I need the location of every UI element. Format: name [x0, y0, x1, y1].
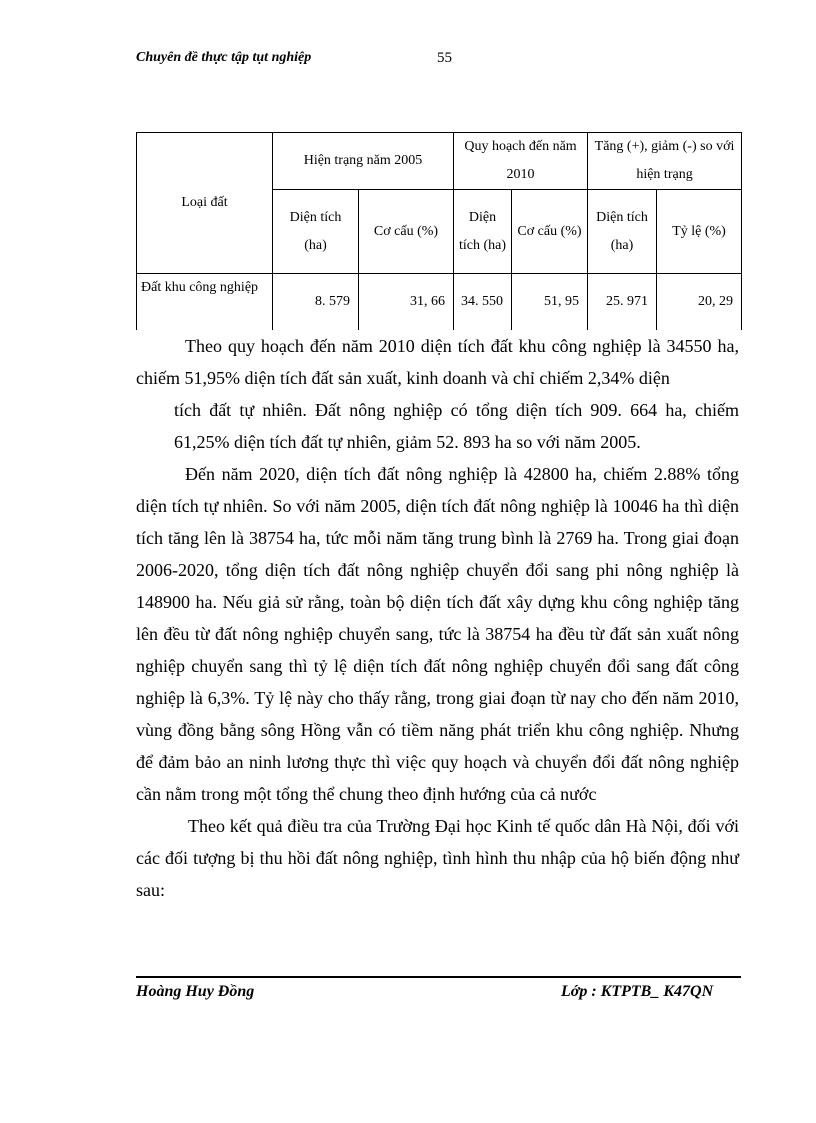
- paragraph-1: Theo quy hoạch đến năm 2010 diện tích đất khu công nghiệp là 34550 ha, chiếm 51,95% diện tích đất sản xuất, kinh doanh và chỉ chiếm 2,34% diện: [136, 336, 739, 388]
- footer-author: Hoàng Huy Đồng: [136, 983, 255, 1000]
- header-current-2005: Hiện trạng năm 2005: [273, 133, 454, 190]
- cell-area-2010: 34. 550: [454, 274, 512, 330]
- cell-share-2005: 31, 66: [359, 274, 454, 330]
- header-plan-2010: Quy hoạch đến năm 2010: [454, 133, 588, 190]
- paragraph-1-continued: tích đất tự nhiên. Đất nông nghiệp có tổng diện tích 909. 664 ha, chiếm 61,25% diện tích đất tự nhiên, giảm 52. 893 ha so với năm 2005.: [174, 400, 739, 452]
- subheader-area-2005: Diện tích (ha): [273, 190, 359, 274]
- subheader-share-2010: Cơ cấu (%): [512, 190, 588, 274]
- subheader-area-2010: Diện tích (ha): [454, 190, 512, 274]
- footer-class: Lớp : KTPTB_ K47QN: [561, 983, 714, 1000]
- header-title: Chuyên đề thực tập tụt nghiệp: [136, 50, 312, 65]
- header-change: Tăng (+), giảm (-) so với hiện trạng: [588, 133, 742, 190]
- cell-rate-change: 20, 29: [657, 274, 742, 330]
- cell-area-2005: 8. 579: [273, 274, 359, 330]
- paragraph-3: Theo kết quả điều tra của Trường Đại học Kinh tế quốc dân Hà Nội, đối với các đối tượng bị thu hồi đất nông nghiệp, tình hình thu nhập của hộ biến động như sau:: [136, 816, 739, 900]
- land-use-table: [136, 132, 742, 330]
- row-label: Đất khu công nghiệp: [137, 274, 273, 330]
- paragraph-2: Đến năm 2020, diện tích đất nông nghiệp là 42800 ha, chiếm 2.88% tổng diện tích tự nhiên. So với năm 2005, diện tích đất nông nghiệp là 10046 ha thì diện tích tăng lên là 38754 ha, tức mỗi năm tăng trung bình là 2769 ha. Trong giai đoạn 2006-2020, tổng diện tích đất nông nghiệp chuyển đổi sang phi nông nghiệp là 148900 ha. Nếu giả sử rằng, toàn bộ diện tích đất xây dựng khu công nghiệp tăng lên đều từ đất nông nghiệp chuyển sang, tức là 38754 ha đều từ đất sản xuất nông nghiệp chuyển sang thì tỷ lệ diện tích đất nông nghiệp chuyển đổi sang đất công nghiệp là 6,3%. Tỷ lệ này cho thấy rằng, trong giai đoạn từ nay cho đến năm 2010, vùng đồng bằng sông Hồng vẫn có tiềm năng phát triển khu công nghiệp. Nhưng để đảm bảo an ninh lương thực thì việc quy hoạch và chuyển đổi đất nông nghiệp cần nằm trong một tổng thể chung theo định hướng của cả nước: [136, 464, 739, 804]
- subheader-rate-change: Tỷ lệ (%): [657, 190, 742, 274]
- body-text: [136, 330, 739, 906]
- subheader-area-change: Diện tích (ha): [588, 190, 657, 274]
- table-row: [137, 274, 742, 330]
- footer-divider: [136, 976, 741, 978]
- page-number: 55: [437, 50, 452, 66]
- cell-share-2010: 51, 95: [512, 274, 588, 330]
- cell-area-change: 25. 971: [588, 274, 657, 330]
- subheader-share-2005: Cơ cấu (%): [359, 190, 454, 274]
- header-land-type: Loại đất: [137, 133, 273, 274]
